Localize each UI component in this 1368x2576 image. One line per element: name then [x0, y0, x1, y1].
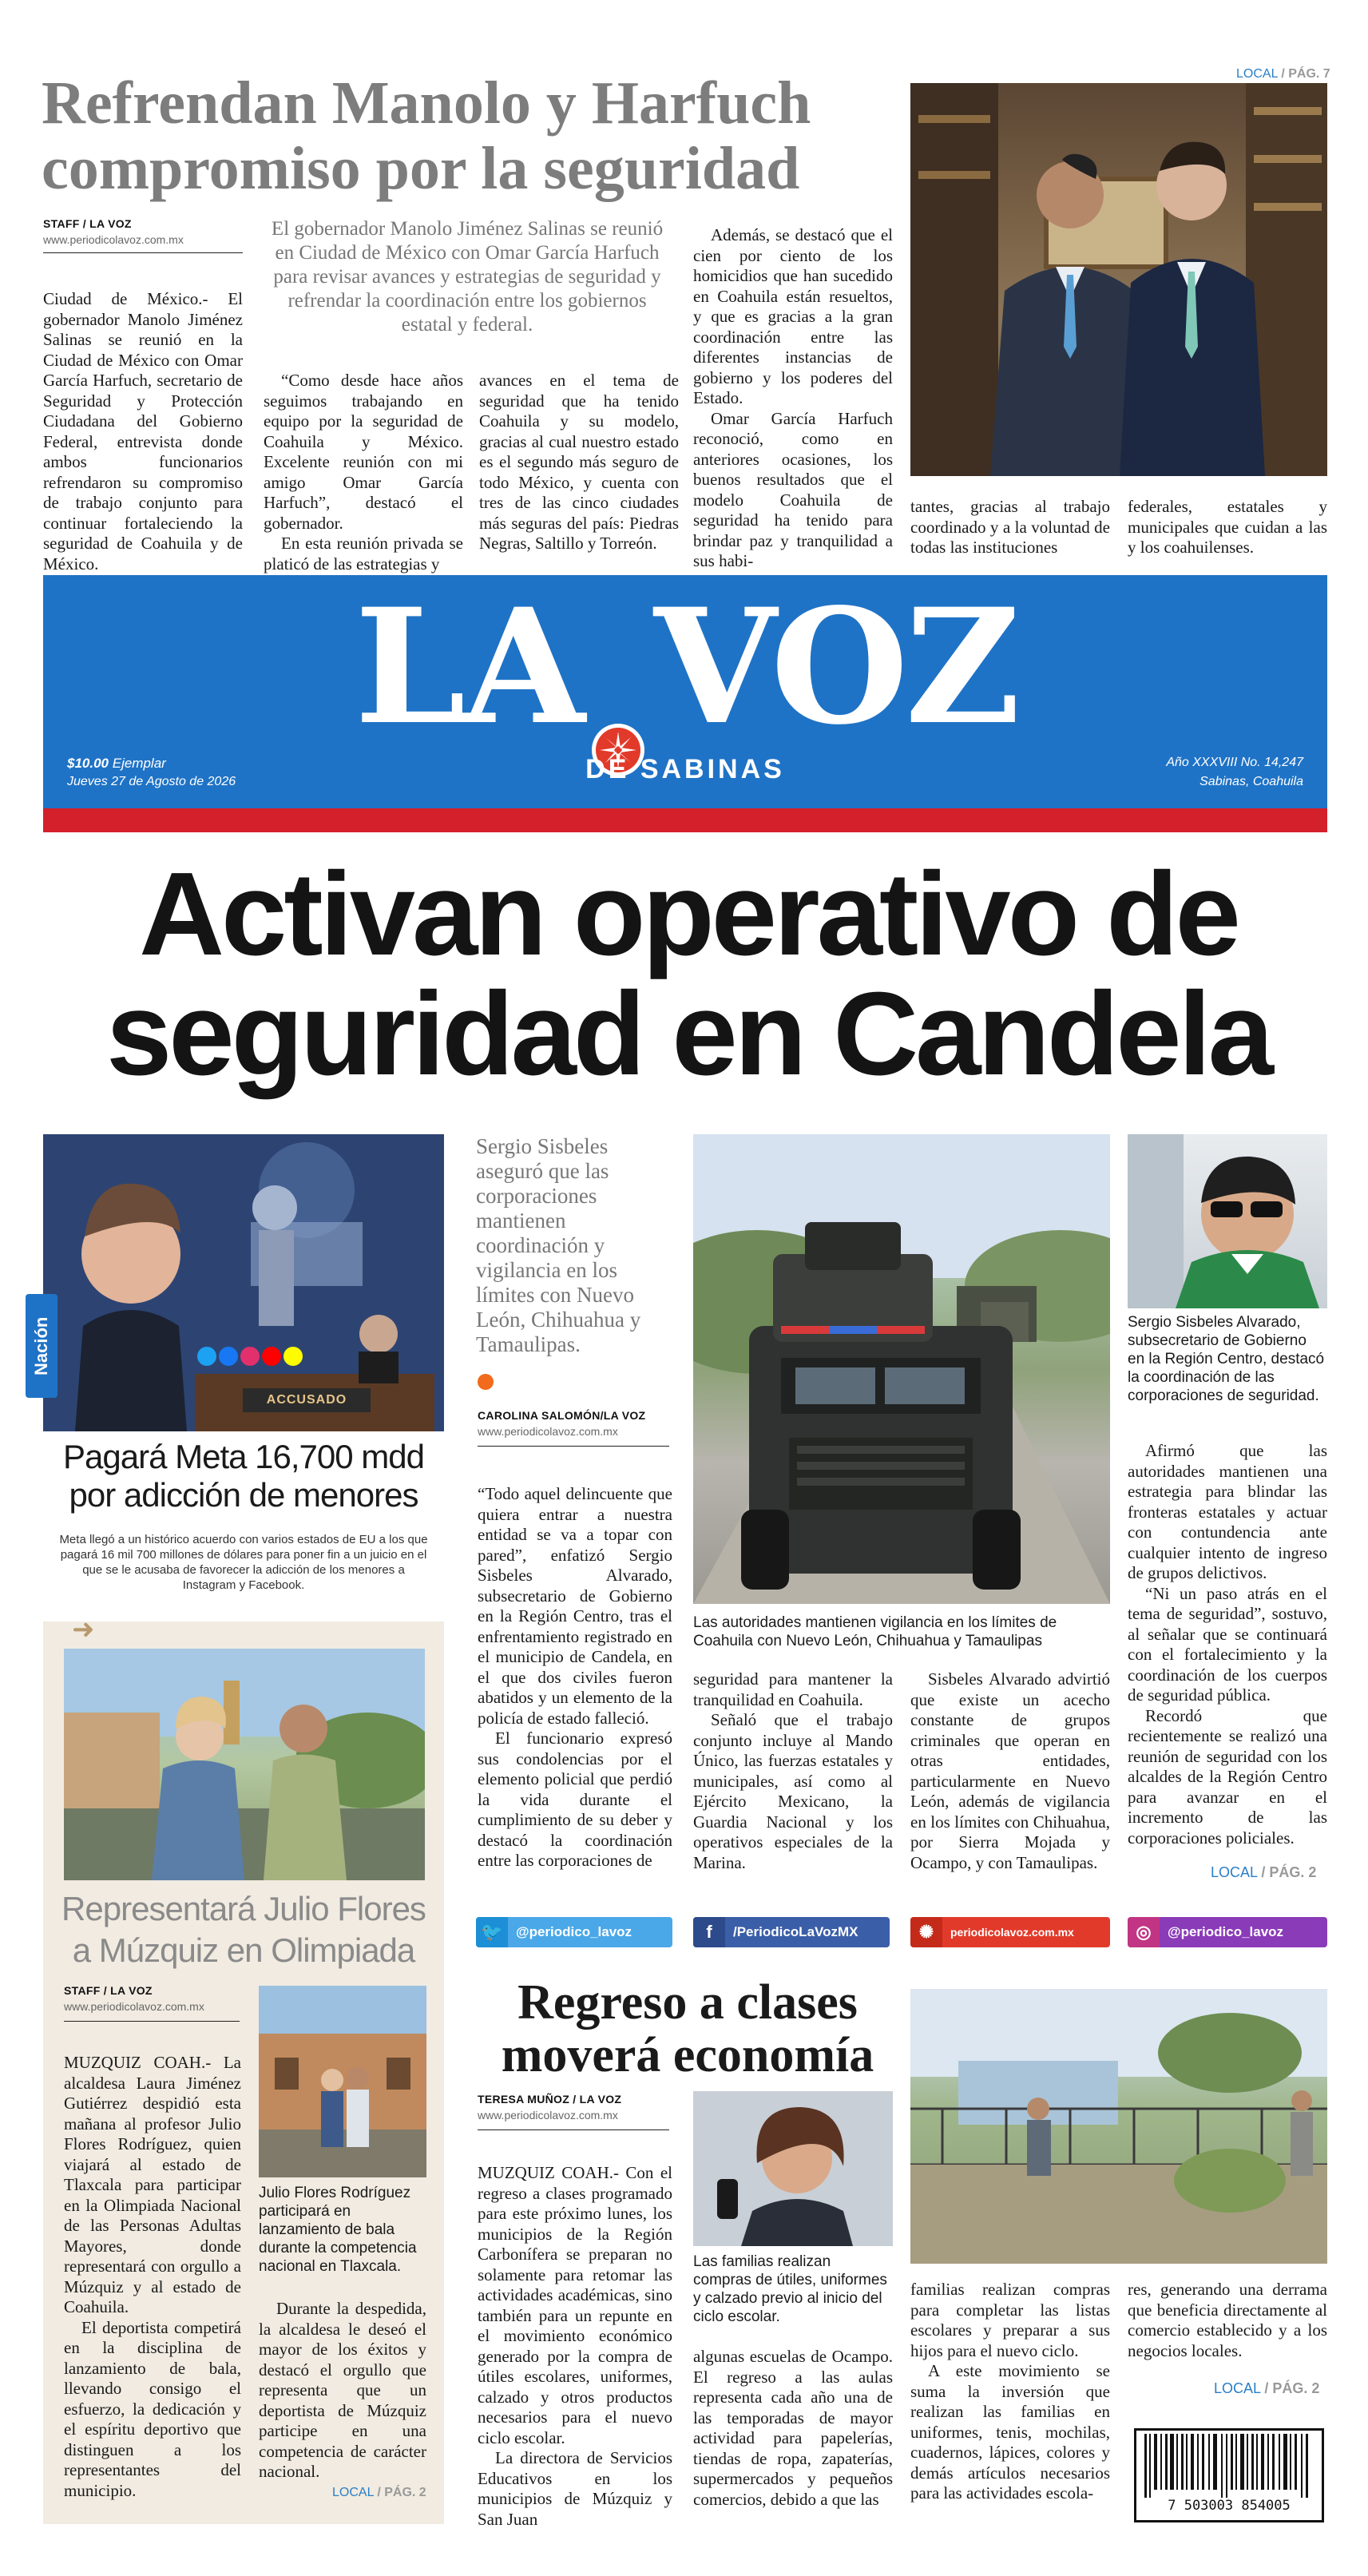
sports-headline[interactable]: Representará Julio Flores a Múzquiz en Olimpiada: [61, 1890, 426, 1969]
barcode-bars: [1136, 2434, 1322, 2501]
school-photo-workers-illustration: [910, 1989, 1327, 2264]
main-col4-p1: Afirmó que las autoridades mantienen una estrategia para blindar las fronteras estatales y actuar con contundencia ante cualquier intento de ingreso de grupos delictivos.: [1128, 1441, 1327, 1582]
sports-photo-small: [259, 1986, 426, 2177]
top-col4: [693, 225, 893, 572]
masthead: [43, 575, 1327, 832]
main-orange-dot: [478, 1374, 494, 1390]
main-page-ref[interactable]: LOCAL / PÁG. 2: [1211, 1864, 1317, 1880]
top-col2: [264, 371, 463, 574]
school-page-label: PÁG. 2: [1272, 2380, 1320, 2396]
masthead-sun-icon: [590, 647, 646, 703]
main-byline: CAROLINA SALOMÓN/LA VOZ: [478, 1409, 646, 1422]
sports-page-label: PÁG. 2: [384, 2486, 426, 2499]
school-section-label: LOCAL: [1214, 2380, 1261, 2396]
twitter-icon: 🐦: [476, 1917, 508, 1947]
sports-col2-text: Durante la despedida, la alcaldesa le deseó el mayor de los éxitos y destacó el orgullo que representa que un deportista de Múzquiz participe en una competencia de carácter nacional.: [259, 2299, 426, 2481]
main-col4-p2: “Ni un paso atrás en el tema de seguridad”, sostuvo, al señalar que se continuará con el fortalecimiento y la coordinación de los cuerpos de seguridad pública.: [1128, 1583, 1327, 1705]
masthead-title-voz: VOZ: [653, 574, 1017, 760]
school-col1: [478, 2163, 672, 2530]
school-photo-woman: [693, 2091, 893, 2246]
top-section-label: LOCAL: [1236, 67, 1278, 81]
sports-website: www.periodicolavoz.com.mx: [64, 2000, 204, 2013]
top-photo-illustration: [910, 83, 1327, 476]
main-photo-caption: Las autoridades mantienen vigilancia en los límites de Coahuila con Nuevo León, Chihuahua y Tamaulipas: [693, 1614, 1057, 1649]
main-col4: [1128, 1441, 1327, 1848]
school-col2-text: algunas escuelas de Ocampo. El regreso a las aulas representa cada año una de las temporadas de mayor actividad para papelerías, tiendas de ropa, zapaterías, supermercados y pequeños comercios, debido a que las: [693, 2347, 893, 2509]
school-byline: TERESA MUÑOZ / LA VOZ: [478, 2093, 622, 2106]
main-photo-portrait: [1128, 1134, 1327, 1308]
top-col4-p2: Omar García Harfuch reconoció, como en anteriores ocasiones, los buenos resultados que el modelo Coahuila de seguridad ha tenido para brindar paz y tranquilidad a sus habi-: [693, 408, 893, 570]
sports-page-ref[interactable]: LOCAL / PÁG. 2: [332, 2486, 426, 2499]
main-photo-illustration: [693, 1134, 1110, 1604]
masthead-date: Jueves 27 de Agosto de 2026: [67, 775, 236, 788]
school-col1-p1: MUZQUIZ COAH.- Con el regreso a clases programado para este próximo lunes, los municipios de la Región Carbonífera se preparan no solamente para retomar las actividades académicas, sino también para un repunte en el movimiento económico generado por la compra de útiles escolares, uniformes, calzado y otros productos necesarios para el nuevo ciclo escolar.: [478, 2163, 672, 2447]
masthead-title: [319, 574, 1053, 760]
arrow-right-icon: ➜: [72, 1614, 95, 1645]
school-col4: [1128, 2280, 1327, 2361]
main-col3: [910, 1669, 1110, 1873]
main-col1: [478, 1484, 672, 1871]
top-col6-text: federales, estatales y municipales que cuidan a las y los coahuilenses.: [1128, 497, 1327, 557]
school-byline-rule: [478, 2129, 669, 2130]
sports-photo-caption: Julio Flores Rodríguez participará en lanzamiento de bala durante la competencia nacional en Tlaxcala.: [259, 2185, 417, 2275]
social-facebook[interactable]: [693, 1917, 890, 1947]
social-web[interactable]: [910, 1917, 1110, 1947]
main-col3-p1: Sisbeles Alvarado advirtió que existe un acecho constante de grupos criminales que operan en otras entidades, particularmente en Nuevo León, además de vigilancia en los límites con Chihuahua, por Sierra Mojada y Ocampo, y con Tamaulipas.: [910, 1669, 1110, 1872]
sports-photo-small-illustration: [259, 1986, 426, 2177]
masthead-red-band: [43, 808, 1327, 832]
social-instagram-label: @periodico_lavoz: [1168, 1924, 1284, 1939]
top-col5: [910, 497, 1110, 558]
masthead-price-line: [67, 756, 166, 772]
top-col3: [479, 371, 679, 554]
main-website: www.periodicolavoz.com.mx: [478, 1425, 618, 1438]
masthead-volume-line: [1166, 756, 1303, 770]
school-col3-p2: A este movimiento se suma la inversión que realizan las familias en uniformes, tenis, mochilas, cuadernos, lápices, colores y demás artículos necesarios para las actividades escola-: [910, 2361, 1110, 2503]
masthead-location: Sabinas, Coahuila: [1199, 775, 1303, 788]
top-byline-rule: [43, 252, 243, 253]
school-page-ref[interactable]: LOCAL / PÁG. 2: [1214, 2380, 1320, 2396]
instagram-icon: ◎: [1128, 1917, 1160, 1947]
main-col4-p3: Recordó que recientemente se realizó una reunión de seguridad con los alcaldes de la Región Centro para avanzar en el incremento de las corporaciones policiales.: [1128, 1705, 1327, 1848]
top-website: www.periodicolavoz.com.mx: [43, 233, 184, 246]
main-col2-p1: seguridad para mantener la tranquilidad en Coahuila.: [693, 1669, 893, 1709]
school-headline[interactable]: Regreso a clases moverá economía: [501, 1975, 874, 2082]
school-photo-workers: [910, 1989, 1327, 2264]
meta-headline[interactable]: Pagará Meta 16,700 mdd por adicción de menores: [63, 1438, 424, 1514]
top-col1-text: Ciudad de México.- El gobernador Manolo Jiménez Salinas se reunió en la Ciudad de México con Omar García Harfuch, secretario de Seguridad y Protección Ciudadana del Gobierno Federal, entrevista donde ambos funcionarios refrendaron su compromiso de trabajo conjunto para continuar fortaleciendo la seguridad de Coahuila y de México.: [43, 289, 243, 574]
main-col1-p2: El funcionario expresó sus condolencias por el elemento policial que perdió la vida durante el cumplimiento de su deber y destacó la coordinación entre las corporaciones de: [478, 1729, 672, 1870]
sports-byline-rule: [64, 2021, 240, 2022]
main-page-label: PÁG. 2: [1269, 1864, 1317, 1880]
social-facebook-label: /PeriodicoLaVozMX: [733, 1924, 858, 1939]
meta-photo-illustration: [43, 1134, 444, 1431]
school-photo-caption: Las familias realizan compras de útiles, uniformes y calzado previo al inicio del ciclo escolar.: [693, 2253, 887, 2325]
masthead-volume: Año XXXVIII No.: [1166, 756, 1261, 769]
main-col2-p2: Señaló que el trabajo conjunto incluye al Mando Único, las fuerzas estatales y municipales, así como al Ejército Mexicano, la Guardia Nacional y los operativos especiales de la Marina.: [693, 1710, 893, 1872]
top-col2-p2: En esta reunión privada se platicó de las estrategias y: [264, 534, 463, 574]
school-col4-text: res, generando una derrama que beneficia directamente al comercio establecido y a los negocios locales.: [1128, 2280, 1327, 2360]
main-col2: [693, 1669, 893, 1873]
top-col3-text: avances en el tema de seguridad que ha tenido Coahuila y su modelo, gracias al cual nuestro estado es el segundo más seguro de todo México, y cuenta con tres de las cinco ciudades más seguras del país: Piedras Negras, Saltillo y Torreón.: [479, 371, 679, 553]
sports-col1-p2: El deportista competirá en la disciplina de lanzamiento de bala, llevando consigo el esfuerzo, la dedicación y el espíritu deportivo que distinguen a los representantes del municipio.: [64, 2317, 241, 2500]
sports-photo-illustration: [64, 1649, 425, 1880]
portrait-caption: Sergio Sisbeles Alvarado, subsecretario de Gobierno en la Región Centro, destacó la coordinación de las corporaciones de seguridad.: [1128, 1314, 1325, 1404]
sports-byline: STAFF / LA VOZ: [64, 1984, 153, 1997]
school-col1-p2: La directora de Servicios Educativos en los municipios de Múzquiz y San Juan: [478, 2448, 672, 2529]
top-photo-officials: [910, 83, 1327, 476]
portrait-illustration: [1128, 1134, 1327, 1308]
top-col5-text: tantes, gracias al trabajo coordinado y a la voluntad de todas las instituciones: [910, 497, 1110, 557]
main-headline: Activan operativo de seguridad en Candela: [106, 848, 1271, 1100]
facebook-icon: f: [693, 1917, 725, 1947]
social-twitter[interactable]: [476, 1917, 672, 1947]
meta-accused-label: ACCUSADO: [266, 1393, 347, 1407]
top-headline: Refrendan Manolo y Harfuch compromiso por la seguridad: [42, 69, 811, 202]
barcode-number: 7 503003 854005: [1168, 2498, 1291, 2514]
main-deck: Sergio Sisbeles aseguró que las corporaciones mantienen coordinación y vigilancia en los límites con Nuevo León, Chihuahua y Tamaulipas.: [476, 1134, 641, 1356]
masthead-title-la: LA: [355, 574, 582, 760]
school-col3-p1: familias realizan compras para completar las listas escolares y preparar a sus hijos para el nuevo ciclo.: [910, 2280, 1110, 2360]
school-col3: [910, 2280, 1110, 2504]
social-instagram[interactable]: [1128, 1917, 1327, 1947]
masthead-subtitle: DE SABINAS: [585, 754, 785, 784]
social-twitter-label: @periodico_lavoz: [516, 1924, 632, 1939]
top-col1: [43, 289, 243, 574]
sports-col1-p1: MUZQUIZ COAH.- La alcaldesa Laura Jiménez Gutiérrez despidió esta mañana al profesor Julio Flores Rodríguez, quien viajará al estado de Tlaxcala para participar en la Olimpiada Nacional de las Personas Adultas Mayores, donde representará con orgullo a Múzquiz y al estado de Coahuila.: [64, 2053, 241, 2316]
masthead-price: $10.00: [67, 756, 109, 771]
top-col6: [1128, 497, 1327, 558]
sports-photo-main: [64, 1649, 425, 1880]
meta-photo: [43, 1134, 444, 1431]
school-website: www.periodicolavoz.com.mx: [478, 2109, 618, 2122]
nacion-section-tab[interactable]: Nación: [26, 1294, 57, 1398]
top-col2-p1: “Como desde hace años seguimos trabajando en equipo por la seguridad de Coahuila y México. Excelente reunión con mi amigo Omar García Harfuch”, destacó el gobernador.: [264, 371, 463, 533]
sports-section-label: LOCAL: [332, 2486, 374, 2499]
top-deck: El gobernador Manolo Jiménez Salinas se reunió en Ciudad de México con Omar García Harfuch para revisar avances y estrategias de seguridad y refrendar la coordinación entre los gobiernos estatal y federal.: [271, 218, 664, 335]
sports-col1: [64, 2053, 241, 2501]
social-web-label: periodicolavoz.com.mx: [950, 1926, 1074, 1939]
masthead-issue: 14,247: [1264, 756, 1303, 769]
school-photo-woman-illustration: [693, 2091, 893, 2246]
top-page-ref[interactable]: LOCAL / PÁG. 7: [1236, 67, 1330, 81]
sports-col2: [259, 2299, 426, 2483]
main-section-label: LOCAL: [1211, 1864, 1258, 1880]
main-photo-vehicle: [693, 1134, 1110, 1604]
barcode: [1134, 2428, 1324, 2522]
masthead-price-label: Ejemplar: [112, 756, 166, 771]
meta-summary: Meta llegó a un histórico acuerdo con varios estados de EU a los que pagará 16 mil 700 millones de dólares para poner fin a un juicio en el que se le acusaba de favorecer la adicción de los menores a Instagram y Facebook.: [59, 1533, 428, 1592]
top-col4-p1: Además, se destacó que el cien por ciento de los homicidios que han sucedido en Coahuila están resueltos, y que es gracias a la gran coordinación entre las diferentes instancias de gobierno y los poderes del Estado.: [693, 225, 893, 407]
main-col1-p1: “Todo aquel delincuente que quiera entrar a nuestra entidad se va a topar con pared”, enfatizó Sergio Sisbeles Alvarado, subsecretario de Gobierno en la Región Centro, tras el enfrentamiento registrado en el municipio de Candela, en el que dos civiles fueron abatidos y un elemento de la policía de estado falleció.: [478, 1484, 672, 1728]
top-page-label: PÁG. 7: [1288, 67, 1330, 81]
school-col2: [693, 2347, 893, 2510]
sun-logo-icon: ✺: [910, 1917, 942, 1947]
main-byline-rule: [478, 1446, 669, 1447]
top-byline: STAFF / LA VOZ: [43, 217, 132, 230]
